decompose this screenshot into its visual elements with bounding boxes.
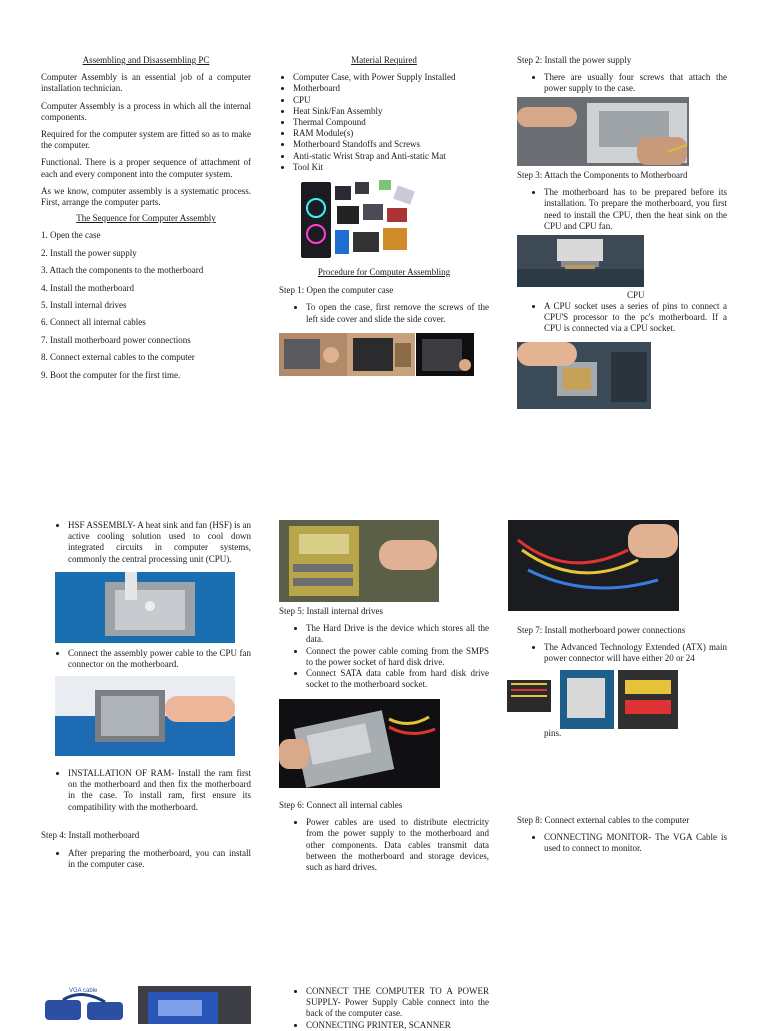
cpu-socket-list [517, 301, 727, 335]
motherboard-install-section [41, 830, 251, 871]
list-item: • Motherboard [293, 83, 489, 94]
step-2-list [517, 72, 727, 94]
list-item: • Connect SATA data cable from hard disk drive socket to the motherboard socket. [306, 668, 489, 690]
hsf-section [41, 520, 251, 565]
open-case-images [279, 333, 474, 376]
list-item: • CONNECT THE COMPUTER TO A POWER SUPPLY- Power Supply Cable connect into the back of the computer case. [306, 986, 489, 1020]
step-1-list [279, 302, 489, 324]
list-item: 7. Install motherboard power connections [41, 334, 191, 345]
drive-bay-image [279, 520, 439, 602]
step-4-list [41, 848, 251, 870]
materials-list [279, 72, 489, 173]
materials-title: Material Required [351, 55, 417, 65]
list-item: 2. Install the power supply [41, 247, 137, 258]
list-item: 8. Connect external cables to the computer [41, 352, 195, 363]
step-6-list [279, 817, 489, 873]
list-item: • The Hard Drive is the device which stores all the data. [306, 623, 489, 645]
fan-install-image [55, 676, 235, 756]
step-5-heading: Step 5: Install internal drives [279, 606, 383, 616]
list-item: 6. Connect all internal cables [41, 317, 146, 328]
list-item: • The Advanced Technology Extended (ATX) main power connector will have either 20 or 24 [544, 642, 727, 664]
power-connections-section [517, 625, 727, 665]
list-item: • The motherboard has to be prepared before its installation. To prepare the motherboard, you first need to install the CPU, then the heat sink on the CPU and CPU fan. [544, 187, 727, 232]
list-item: • Computer Case, with Power Supply Installed [293, 72, 489, 83]
pins-text: pins. [544, 728, 562, 738]
step-8-list [517, 832, 727, 854]
step-1-heading: Step 1: Open the computer case [279, 285, 394, 296]
hsf-list [41, 520, 251, 565]
atx-connector-images [505, 670, 678, 729]
list-item: • There are usually four screws that attach the power supply to the case. [544, 72, 727, 94]
list-item: • INSTALLATION OF RAM- Install the ram first on the motherboard and then fix the motherboard in the case. To install ram, first ensure its compatibility with the motherboard. [68, 768, 251, 813]
step-7-heading: Step 7: Install motherboard power connections [517, 625, 686, 635]
power-supply-section [517, 55, 727, 95]
cpu-socket-image [517, 342, 651, 409]
power-supply-image [517, 97, 689, 166]
assembly-intro-column [41, 55, 251, 387]
intro-paragraph-2: Computer Assembly is a process in which all the internal components. [41, 100, 251, 122]
vga-cable-label: VGA cable [69, 988, 98, 994]
list-item: 5. Install internal drives [41, 300, 127, 310]
external-cables-section [517, 815, 727, 855]
list-item: • To open the case, first remove the screws of the left side cover and slide the side cover. [306, 302, 489, 324]
fan-connector-section [41, 648, 251, 670]
list-item: • Tool Kit [293, 162, 489, 173]
procedure-title: Procedure for Computer Assembling [317, 267, 451, 277]
computer-parts-image [299, 178, 417, 260]
assembly-sequence-list [41, 230, 251, 380]
intro-paragraph-1: Computer Assembly is an essential job of a computer installation technician. [41, 72, 251, 94]
list-item: • A CPU socket uses a series of pins to connect a CPU'S processor to the pc's motherboard. If a CPU is connected via a CPU socket. [544, 301, 727, 335]
list-item: • After preparing the motherboard, you can install in the computer case. [68, 848, 251, 870]
list-item: 3. Attach the components to the motherboard [41, 265, 204, 276]
sequence-title: The Sequence for Computer Assembly [76, 213, 216, 224]
internal-drives-section [279, 606, 489, 690]
step-5-list [279, 623, 489, 690]
document-title: Assembling and Disassembling PC [82, 55, 210, 65]
intro-paragraph-3: Required for the computer system are fitted so as to make the computer. [41, 129, 251, 151]
ram-list [41, 768, 251, 813]
vga-cable-image [41, 986, 127, 1024]
procedure-section [279, 267, 489, 325]
list-item: • CPU [293, 95, 489, 106]
final-connections-list [279, 986, 489, 1031]
list-item: 9. Boot the computer for the first time. [41, 369, 181, 380]
cpu-install-image [517, 235, 644, 287]
list-item: • HSF ASSEMBLY- A heat sink and fan (HSF) is an active cooling solution used to cool down integrated circuits in computer systems, commonly the central processing unit (CPU). [68, 520, 251, 565]
step-8-heading: Step 8: Connect external cables to the computer [517, 815, 690, 825]
list-item: • Anti-static Wrist Strap and Anti-static Mat [293, 151, 489, 162]
intro-paragraph-4: Functional. There is a proper sequence of attachment of each and every component into the computer system. [41, 157, 251, 179]
components-section [517, 170, 727, 232]
fan-connector-list [41, 648, 251, 670]
power-supply-connection-section [279, 986, 489, 1031]
intro-paragraph-5: As we know, computer assembly is a systematic process. First, arrange the computer parts. [41, 185, 251, 208]
ram-section [41, 768, 251, 813]
step-2-heading: Step 2: Install the power supply [517, 55, 632, 65]
vga-port-image [138, 986, 251, 1024]
list-item: • Connect the assembly power cable to the CPU fan connector on the motherboard. [68, 648, 251, 670]
list-item: 4. Install the motherboard [41, 282, 134, 293]
hard-drive-image [279, 699, 440, 788]
step-4-heading: Step 4: Install motherboard [41, 830, 140, 840]
internal-cables-section [279, 800, 489, 873]
list-item: • Heat Sink/Fan Assembly [293, 106, 489, 117]
list-item: • Power cables are used to distribute electricity from the power supply to the motherboard and other components. Data cables transmit data between the motherboard and storage devices, such as hard drives. [306, 817, 489, 873]
step-7-list [517, 642, 727, 664]
step-3-heading: Step 3: Attach the Components to Motherboard [517, 170, 688, 180]
cables-image [508, 520, 679, 611]
list-item: • CONNECTING PRINTER, SCANNER [306, 1020, 489, 1031]
cpu-socket-section [517, 301, 727, 335]
materials-column [279, 55, 489, 173]
list-item: • RAM Module(s) [293, 128, 489, 139]
list-item: • Connect the power cable coming from the SMPS to the power socket of hard disk drive. [306, 646, 489, 668]
cpu-caption: CPU [627, 290, 645, 300]
step-6-heading: Step 6: Connect all internal cables [279, 800, 403, 810]
list-item: 1. Open the case [41, 230, 101, 241]
step-3-list [517, 187, 727, 232]
list-item: • Motherboard Standoffs and Screws [293, 139, 489, 150]
list-item: • Thermal Compound [293, 117, 489, 128]
list-item: • CONNECTING MONITOR- The VGA Cable is used to connect to monitor. [544, 832, 727, 854]
thermal-paste-image [55, 572, 235, 643]
